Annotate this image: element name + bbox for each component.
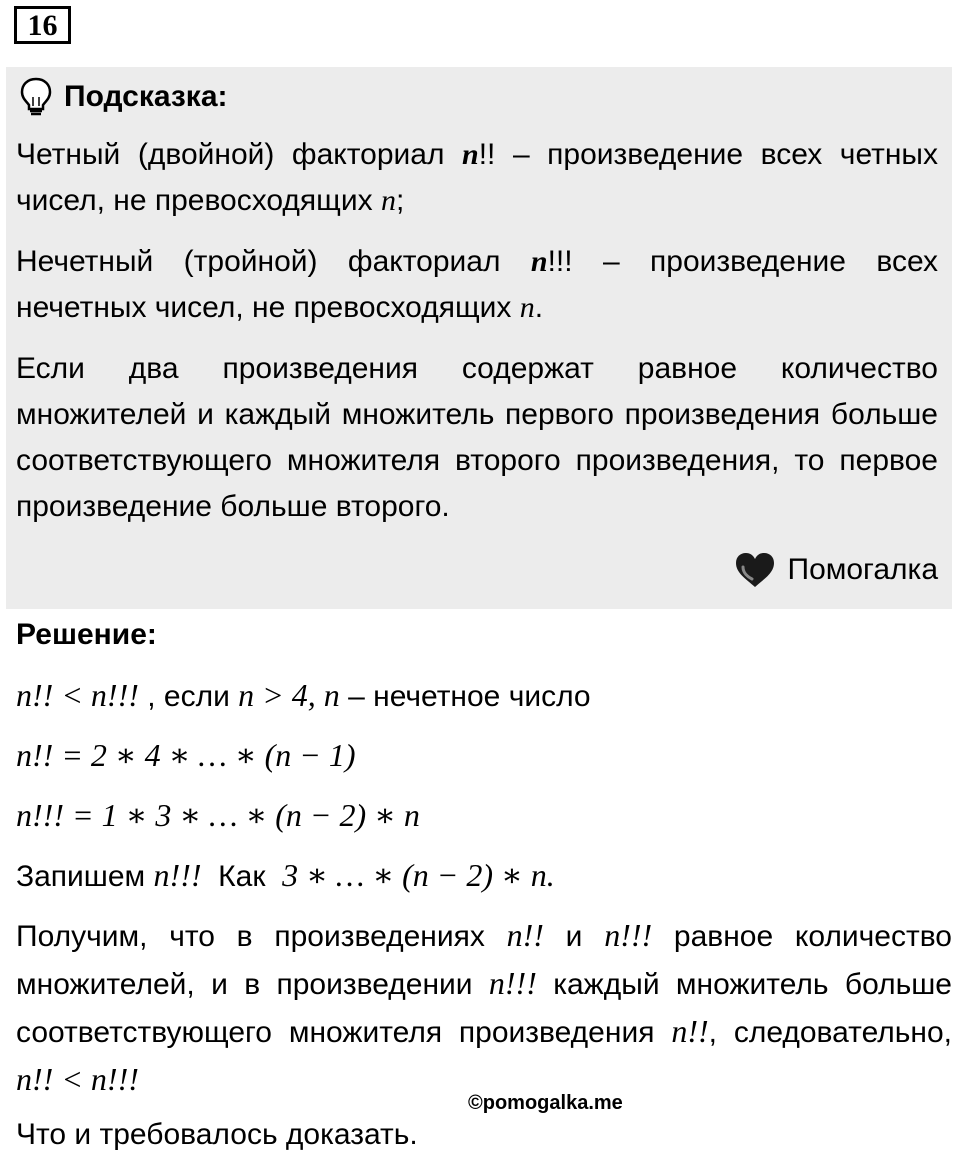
- solution-conclusion: [16, 912, 952, 1104]
- math-expression: 3 ∗ … ∗ (n − 2) ∗ n.: [282, 857, 555, 893]
- heart-icon: [734, 551, 776, 589]
- math-double-factorial: n!! = 2 ∗ 4 ∗ … ∗ (n − 1): [16, 737, 356, 773]
- hint-title: Подсказка:: [64, 80, 228, 113]
- math-n: n!!!: [604, 917, 653, 953]
- solution-title: Решение:: [16, 618, 157, 651]
- lightbulb-icon: [20, 77, 52, 117]
- text: – произведение всех нечетных чисел, не превосходящих: [16, 245, 938, 324]
- math-n: n: [380, 184, 396, 217]
- text: !!: [478, 138, 496, 171]
- hint-paragraph-even: [16, 132, 938, 224]
- text: – нечетное число: [339, 680, 591, 713]
- text: Запишем: [16, 860, 154, 893]
- text: Четный (двойной) факториал: [16, 138, 445, 171]
- math-n: n: [462, 138, 479, 171]
- math-n: n!!: [506, 917, 544, 953]
- math-triple-factorial: n!!! = 1 ∗ 3 ∗ … ∗ (n − 2) ∗ n: [16, 797, 420, 833]
- math-n: n!!!: [488, 965, 537, 1001]
- math-inequality: n!! < n!!!: [16, 1061, 139, 1097]
- math-n: n: [519, 291, 535, 324]
- credit: [734, 547, 939, 593]
- math-n: n!!: [671, 1013, 709, 1049]
- hint-header: [20, 77, 228, 117]
- text: ;: [395, 184, 405, 217]
- math-inequality: n!! < n!!!: [16, 677, 139, 713]
- text: Получим, что в произведениях: [16, 920, 507, 953]
- text: , если: [138, 680, 239, 713]
- hint-paragraph-rule: Если два произведения содержат равное количество множителей и каждый множитель первого произведения больше соответствующего множителя второго произведения, то первое произведение больше второго.: [16, 352, 938, 523]
- solution-line-4: [16, 852, 555, 900]
- math-n: n: [530, 245, 548, 278]
- text: – произведение всех четных чисел, не превосходящих: [16, 138, 938, 217]
- solution-line-1: [16, 672, 591, 720]
- text: Нечетный (тройной) факториал: [16, 245, 501, 278]
- text: Как: [201, 860, 283, 893]
- text: !!!: [547, 245, 573, 278]
- text: каждый множитель больше соответствующего множителя произведения: [16, 968, 952, 1049]
- hint-box: [6, 67, 952, 609]
- solution-line-2: [16, 732, 356, 780]
- solution-line-3: [16, 792, 420, 840]
- solution-end: Что и требовалось доказать.: [16, 1118, 418, 1151]
- text: равное количество множителей, и в произведении: [16, 920, 952, 1001]
- text: и: [543, 920, 605, 953]
- text: .: [534, 291, 544, 324]
- math-n: n!!!: [153, 857, 202, 893]
- watermark: ©pomogalka.me: [468, 1092, 623, 1114]
- credit-label: Помогалка: [787, 553, 938, 586]
- hint-paragraph-odd: [16, 239, 938, 331]
- math-condition: n > 4, n: [238, 677, 340, 713]
- text: , следовательно,: [708, 1016, 952, 1049]
- problem-number: 16: [14, 6, 71, 44]
